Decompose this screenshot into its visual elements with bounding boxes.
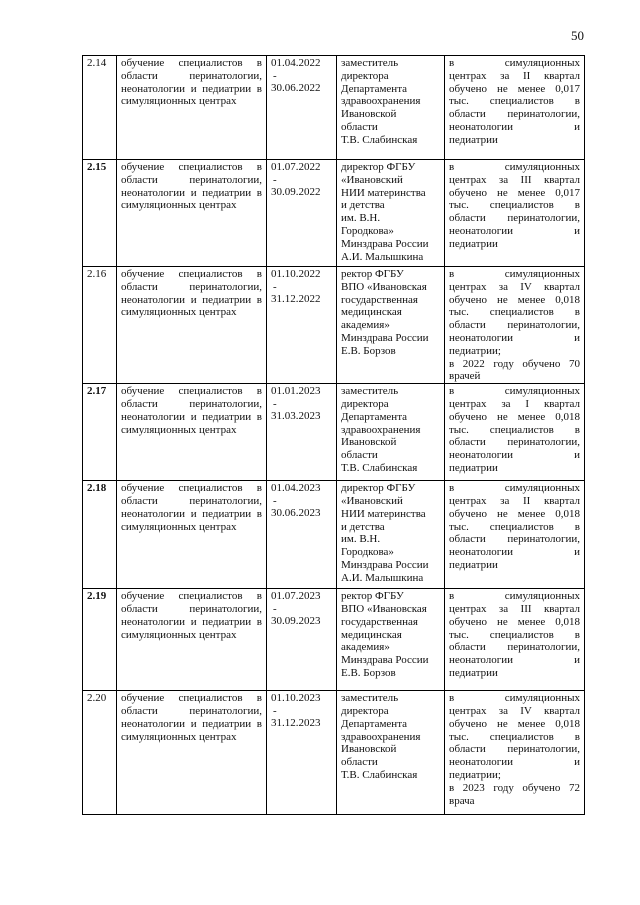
period-start: 01.07.2023 bbox=[271, 590, 321, 603]
page-number: 50 bbox=[571, 28, 584, 43]
responsible-line: Минздрава России bbox=[341, 331, 429, 344]
responsible-line: Ивановской bbox=[341, 436, 397, 449]
responsible-line: директора bbox=[341, 397, 389, 410]
row-number: 2.19 bbox=[83, 589, 117, 691]
responsible-line: ректор ФГБУ bbox=[341, 590, 404, 603]
period-start: 01.01.2023 bbox=[271, 385, 321, 398]
result-line: неонатологии и bbox=[449, 546, 580, 559]
row-number: 2.17 bbox=[83, 384, 117, 481]
result-line: педиатрии bbox=[449, 133, 498, 146]
result-cell bbox=[445, 589, 585, 691]
result-line: центрах за I квартал bbox=[449, 397, 580, 410]
result-line: обучено не менее 0,018 bbox=[449, 717, 580, 730]
responsible-line: Ивановской bbox=[341, 108, 397, 121]
row-number: 2.16 bbox=[83, 267, 117, 384]
result-cell bbox=[445, 691, 585, 815]
result-line: обучено не менее 0,018 bbox=[449, 293, 580, 306]
responsible-line: заместитель bbox=[341, 385, 399, 398]
period-start: 01.04.2023 bbox=[271, 482, 321, 495]
responsible-line: НИИ материнства bbox=[341, 507, 426, 520]
responsible-line: и детства bbox=[341, 199, 385, 212]
responsible-cell bbox=[337, 267, 445, 384]
result-line: центрах за II квартал bbox=[449, 494, 580, 507]
period-cell bbox=[267, 56, 337, 160]
period-dash: - bbox=[273, 704, 277, 717]
responsible-line: ВПО «Ивановская bbox=[341, 280, 427, 293]
responsible-cell bbox=[337, 481, 445, 589]
result-line: области перинатологии, bbox=[449, 436, 580, 449]
period-start: 01.04.2022 bbox=[271, 57, 321, 69]
responsible-cell bbox=[337, 56, 445, 160]
result-line: центрах за III квартал bbox=[449, 173, 580, 186]
result-cell bbox=[445, 56, 585, 160]
responsible-cell bbox=[337, 160, 445, 267]
result-line: педиатрии bbox=[449, 237, 498, 250]
period-dash: - bbox=[273, 494, 277, 507]
result-line: педиатрии bbox=[449, 666, 498, 679]
result-line: обучено не менее 0,018 bbox=[449, 507, 580, 520]
responsible-cell bbox=[337, 589, 445, 691]
row-number: 2.18 bbox=[83, 481, 117, 589]
period-cell bbox=[267, 481, 337, 589]
measure-title: обучение специалистов в области перинатологии, неонатологии и педиатрии в симуляционных центрах bbox=[117, 691, 267, 815]
result-line: врача bbox=[449, 794, 475, 807]
result-line: в симуляционных bbox=[449, 482, 580, 495]
measure-title: обучение специалистов в области перинатологии, неонатологии и педиатрии в симуляционных центрах bbox=[117, 589, 267, 691]
responsible-line: директор ФГБУ bbox=[341, 482, 416, 495]
responsible-line: Департамента bbox=[341, 410, 408, 423]
result-line: тыс. специалистов в bbox=[449, 306, 580, 319]
responsible-line: заместитель bbox=[341, 57, 399, 69]
measure-title: обучение специалистов в области перинатологии, неонатологии и педиатрии в симуляционных центрах bbox=[117, 160, 267, 267]
responsible-line: Минздрава России bbox=[341, 654, 429, 667]
period-end: 31.12.2022 bbox=[271, 292, 321, 305]
table-row bbox=[83, 56, 585, 160]
table-row bbox=[83, 384, 585, 481]
result-line: области перинатологии, bbox=[449, 743, 580, 756]
result-line: неонатологии и bbox=[449, 654, 580, 667]
responsible-line: Минздрава России bbox=[341, 558, 429, 571]
result-line: центрах за IV квартал bbox=[449, 704, 580, 717]
result-line: обучено не менее 0,017 bbox=[449, 186, 580, 199]
table-row bbox=[83, 481, 585, 589]
responsible-line: и детства bbox=[341, 520, 385, 533]
period-dash: - bbox=[273, 602, 277, 615]
result-line: в 2023 году обучено 72 bbox=[449, 781, 580, 794]
result-line: педиатрии; bbox=[449, 768, 501, 781]
period-start: 01.10.2022 bbox=[271, 268, 321, 280]
period-start: 01.10.2023 bbox=[271, 692, 321, 705]
result-line: неонатологии и bbox=[449, 331, 580, 344]
responsible-line: Городкова» bbox=[341, 224, 394, 237]
period-end: 30.09.2023 bbox=[271, 614, 321, 627]
result-line: тыс. специалистов в bbox=[449, 628, 580, 641]
period-end: 31.12.2023 bbox=[271, 716, 321, 729]
result-line: в симуляционных bbox=[449, 692, 580, 705]
responsible-line: Департамента bbox=[341, 82, 408, 95]
responsible-line: Минздрава России bbox=[341, 237, 429, 250]
measure-title: обучение специалистов в области перинатологии, неонатологии и педиатрии в симуляционных центрах bbox=[117, 481, 267, 589]
table-row bbox=[83, 691, 585, 815]
result-line: тыс. специалистов в bbox=[449, 520, 580, 533]
period-cell bbox=[267, 589, 337, 691]
responsible-line: «Ивановский bbox=[341, 494, 403, 507]
result-line: области перинатологии, bbox=[449, 212, 580, 225]
responsible-line: академия» bbox=[341, 641, 390, 654]
measure-title: обучение специалистов в области перинатологии, неонатологии и педиатрии в симуляционных центрах bbox=[117, 384, 267, 481]
result-line: тыс. специалистов в bbox=[449, 730, 580, 743]
table-row bbox=[83, 589, 585, 691]
responsible-line: здравоохранения bbox=[341, 95, 421, 108]
responsible-line: НИИ материнства bbox=[341, 186, 426, 199]
period-cell bbox=[267, 160, 337, 267]
responsible-line: академия» bbox=[341, 319, 390, 332]
table-row bbox=[83, 160, 585, 267]
responsible-line: ВПО «Ивановская bbox=[341, 602, 427, 615]
responsible-line: Т.В. Слабинская bbox=[341, 133, 418, 146]
measure-title: обучение специалистов в области перинатологии, неонатологии и педиатрии в симуляционных центрах bbox=[117, 267, 267, 384]
responsible-line: Городкова» bbox=[341, 546, 394, 559]
period-dash: - bbox=[273, 397, 277, 410]
period-dash: - bbox=[273, 69, 277, 82]
responsible-line: государственная bbox=[341, 615, 418, 628]
result-line: в 2022 году обучено 70 bbox=[449, 357, 580, 370]
table-row bbox=[83, 267, 585, 384]
responsible-line: Е.В. Борзов bbox=[341, 344, 396, 357]
responsible-line: им. В.Н. bbox=[341, 533, 381, 546]
responsible-line: медицинская bbox=[341, 306, 402, 319]
period-start: 01.07.2022 bbox=[271, 161, 321, 173]
result-cell bbox=[445, 384, 585, 481]
result-line: тыс. специалистов в bbox=[449, 423, 580, 436]
period-cell bbox=[267, 384, 337, 481]
responsible-line: Департамента bbox=[341, 717, 408, 730]
period-dash: - bbox=[273, 280, 277, 293]
result-line: педиатрии bbox=[449, 558, 498, 571]
row-number: 2.20 bbox=[83, 691, 117, 815]
result-line: тыс. специалистов в bbox=[449, 199, 580, 212]
result-line: педиатрии bbox=[449, 461, 498, 474]
result-line: врачей bbox=[449, 370, 481, 383]
responsible-line: здравоохранения bbox=[341, 423, 421, 436]
period-end: 31.03.2023 bbox=[271, 409, 321, 422]
result-line: неонатологии и bbox=[449, 756, 580, 769]
result-cell bbox=[445, 267, 585, 384]
responsible-line: директора bbox=[341, 69, 389, 82]
result-line: в симуляционных bbox=[449, 268, 580, 280]
row-number: 2.14 bbox=[83, 56, 117, 160]
result-line: обучено не менее 0,017 bbox=[449, 82, 580, 95]
result-line: неонатологии и bbox=[449, 224, 580, 237]
responsible-line: директор ФГБУ bbox=[341, 161, 416, 173]
result-line: в симуляционных bbox=[449, 590, 580, 603]
result-line: педиатрии; bbox=[449, 344, 501, 357]
responsible-line: здравоохранения bbox=[341, 730, 421, 743]
result-line: тыс. специалистов в bbox=[449, 95, 580, 108]
responsible-line: Т.В. Слабинская bbox=[341, 768, 418, 781]
result-line: неонатологии и bbox=[449, 120, 580, 133]
responsible-line: медицинская bbox=[341, 628, 402, 641]
result-line: в симуляционных bbox=[449, 161, 580, 173]
result-line: обучено не менее 0,018 bbox=[449, 615, 580, 628]
result-line: обучено не менее 0,018 bbox=[449, 410, 580, 423]
result-line: области перинатологии, bbox=[449, 533, 580, 546]
result-line: области перинатологии, bbox=[449, 108, 580, 121]
result-cell bbox=[445, 481, 585, 589]
row-number: 2.15 bbox=[83, 160, 117, 267]
period-end: 30.06.2023 bbox=[271, 506, 321, 519]
measures-table bbox=[82, 55, 585, 815]
responsible-line: области bbox=[341, 756, 378, 769]
result-line: центрах за III квартал bbox=[449, 602, 580, 615]
result-line: центрах за IV квартал bbox=[449, 280, 580, 293]
responsible-line: Т.В. Слабинская bbox=[341, 461, 418, 474]
responsible-cell bbox=[337, 384, 445, 481]
result-line: области перинатологии, bbox=[449, 319, 580, 332]
responsible-line: Ивановской bbox=[341, 743, 397, 756]
responsible-line: А.И. Малышкина bbox=[341, 571, 424, 584]
responsible-line: ректор ФГБУ bbox=[341, 268, 404, 280]
result-line: центрах за II квартал bbox=[449, 69, 580, 82]
responsible-cell bbox=[337, 691, 445, 815]
responsible-line: им. В.Н. bbox=[341, 212, 381, 225]
period-end: 30.09.2022 bbox=[271, 185, 321, 198]
result-cell bbox=[445, 160, 585, 267]
result-line: в симуляционных bbox=[449, 57, 580, 69]
period-cell bbox=[267, 691, 337, 815]
responsible-line: области bbox=[341, 449, 378, 462]
responsible-line: Е.В. Борзов bbox=[341, 666, 396, 679]
responsible-line: государственная bbox=[341, 293, 418, 306]
responsible-line: «Ивановский bbox=[341, 173, 403, 186]
period-dash: - bbox=[273, 173, 277, 186]
responsible-line: директора bbox=[341, 704, 389, 717]
responsible-line: А.И. Малышкина bbox=[341, 250, 424, 263]
result-line: в симуляционных bbox=[449, 385, 580, 398]
result-line: области перинатологии, bbox=[449, 641, 580, 654]
result-line: неонатологии и bbox=[449, 449, 580, 462]
responsible-line: заместитель bbox=[341, 692, 399, 705]
responsible-line: области bbox=[341, 120, 378, 133]
period-end: 30.06.2022 bbox=[271, 81, 321, 94]
period-cell bbox=[267, 267, 337, 384]
measure-title: обучение специалистов в области перинатологии, неонатологии и педиатрии в симуляционных центрах bbox=[117, 56, 267, 160]
